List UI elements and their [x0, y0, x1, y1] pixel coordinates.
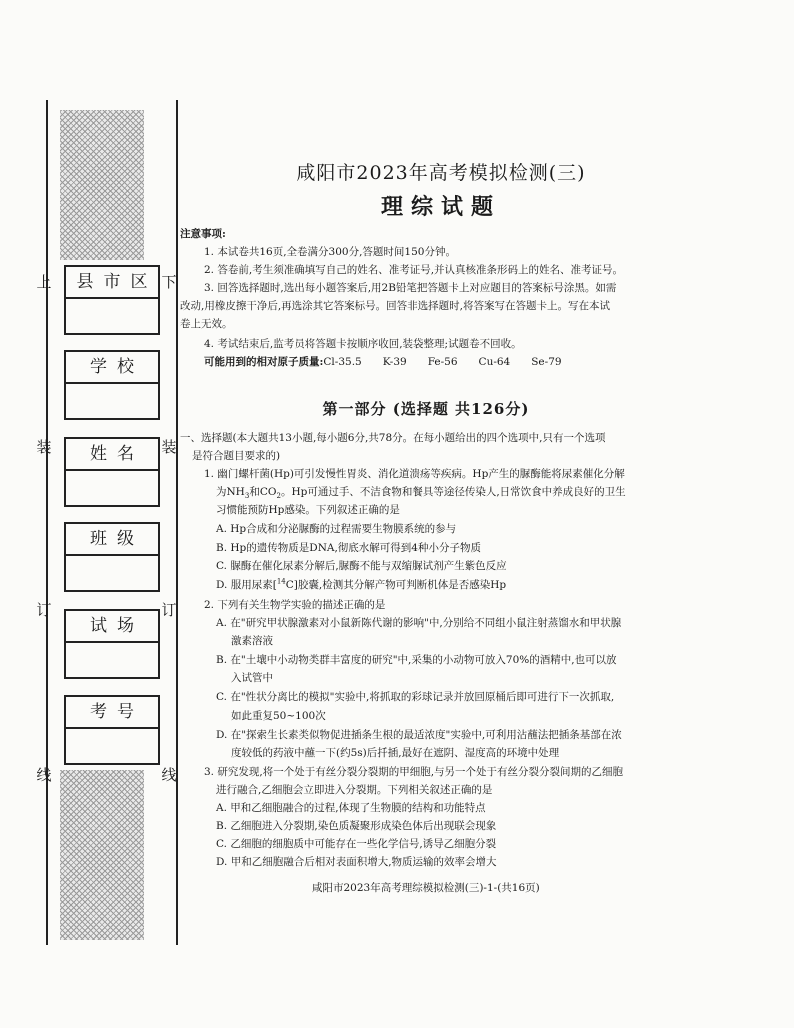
q1-stem-line-1: 1. 幽门螺杆菌(Hp)可引发慢性胃炎、消化道溃疡等疾病。Hp产生的脲酶能将尿素催化分解	[204, 468, 625, 480]
field-exam-room-input[interactable]	[66, 643, 158, 677]
q3-option-b: B. 乙细胞进入分裂期,染色质凝聚形成染色体后出现联会现象	[216, 820, 497, 832]
q1-option-d-pre: D. 服用尿素[	[216, 579, 277, 591]
atomic-mass-label: 可能用到的相对原子质量:	[204, 356, 324, 368]
field-exam-number-label: 考号	[66, 697, 158, 729]
side-char-ding-left: 订	[36, 601, 52, 619]
section-instructions-line-1: 一、选择题(本大题共13小题,每小题6分,共78分。在每小题给出的四个选项中,只有一个选项	[180, 432, 606, 444]
field-county-label: 县市区	[66, 267, 158, 299]
side-char-xia-right: 下	[161, 273, 177, 291]
field-county[interactable]	[64, 265, 160, 335]
field-class-label: 班级	[66, 524, 158, 556]
q1-option-c: C. 脲酶在催化尿素分解后,脲酶不能与双缩脲试剂产生紫色反应	[216, 560, 507, 572]
q1-nh3-text: 为NH	[216, 486, 245, 498]
side-char-zhuang-left: 装	[36, 438, 52, 456]
q1-co2-subscript: 2	[276, 492, 281, 501]
q1-option-b: B. Hp的遗传物质是DNA,彻底水解可得到4种小分子物质	[216, 542, 481, 554]
q3-option-d: D. 甲和乙细胞融合后相对表面积增大,物质运输的效率会增大	[216, 856, 497, 868]
side-char-zhuang-right: 装	[161, 438, 177, 456]
atomic-mass-values: Cl-35.5 K-39 Fe-56 Cu-64 Se-79	[323, 356, 562, 368]
q2-option-b-line-1: B. 在"土壤中小动物类群丰富度的研究"中,采集的小动物可放入70%的酒精中,也可以放	[216, 654, 617, 666]
q2-stem: 2. 下列有关生物学实验的描述正确的是	[204, 599, 386, 611]
field-name-input[interactable]	[66, 471, 158, 505]
field-exam-number[interactable]	[64, 695, 160, 765]
field-class-input[interactable]	[66, 556, 158, 590]
field-school-input[interactable]	[66, 384, 158, 418]
q1-option-d-superscript: 14	[276, 577, 286, 586]
part-one-title: 第一部分 (选择题 共126分)	[322, 400, 530, 418]
binding-line-right	[176, 100, 178, 945]
side-char-ding-right: 订	[161, 601, 177, 619]
q2-option-d-line-1: D. 在"探索生长素类似物促进插条生根的最适浓度"实验中,可利用沾蘸法把插条基部在浓	[216, 729, 622, 741]
side-char-shang-left: 上	[36, 273, 52, 291]
q1-option-a: A. Hp合成和分泌脲酶的过程需要生物膜系统的参与	[216, 523, 457, 535]
side-char-xian-right: 线	[161, 766, 177, 784]
q2-option-c-line-2: 如此重复50~100次	[231, 710, 326, 722]
field-exam-room[interactable]	[64, 609, 160, 679]
exam-subtitle: 理综试题	[380, 194, 501, 220]
q1-option-d	[216, 577, 506, 594]
field-exam-number-input[interactable]	[66, 729, 158, 763]
q2-option-d-line-2: 度较低的药液中蘸一下(约5s)后扦插,最好在遮阴、湿度高的环境中处理	[231, 747, 560, 759]
field-class[interactable]	[64, 522, 160, 592]
exam-title: 咸阳市2023年高考模拟检测(三)	[296, 162, 586, 184]
q1-stem-line-2	[216, 484, 626, 501]
notice-item-2: 2. 答卷前,考生须准确填写自己的姓名、准考证号,并认真核准条形码上的姓名、准考证号。	[204, 264, 624, 276]
q1-stem-line-2-rest: 。Hp可通过手、不洁食物和餐具等途径传染人,日常饮食中养成良好的卫生	[280, 486, 626, 498]
side-char-xian-left: 线	[36, 766, 52, 784]
q2-option-c-line-1: C. 在"性状分离比的模拟"实验中,将抓取的彩球记录并放回原桶后即可进行下一次抓取,	[216, 691, 615, 703]
notice-item-1: 1. 本试卷共16页,全卷满分300分,答题时间150分钟。	[204, 246, 456, 258]
security-pattern-bottom	[60, 770, 144, 940]
field-school-label: 学校	[66, 352, 158, 384]
notice-item-3-line-3: 卷上无效。	[180, 318, 233, 330]
q3-option-c: C. 乙细胞的细胞质中可能存在一些化学信号,诱导乙细胞分裂	[216, 838, 497, 850]
section-instructions-line-2: 是符合题目要求的)	[192, 450, 281, 462]
field-name[interactable]	[64, 437, 160, 507]
q3-option-a: A. 甲和乙细胞融合的过程,体现了生物膜的结构和功能特点	[216, 802, 486, 814]
binding-line-left	[46, 100, 48, 945]
q2-option-b-line-2: 入试管中	[231, 672, 273, 684]
notice-item-4: 4. 考试结束后,监考员将答题卡按顺序收回,装袋整理;试题卷不回收。	[204, 338, 522, 350]
q3-stem-line-1: 3. 研究发现,将一个处于有丝分裂分裂期的甲细胞,与另一个处于有丝分裂分裂间期的乙细胞	[204, 766, 624, 778]
q1-option-d-post: C]胶囊,检测其分解产物可判断机体是否感染Hp	[285, 579, 507, 591]
field-exam-room-label: 试场	[66, 611, 158, 643]
notice-item-3-line-2: 改动,用橡皮擦干净后,再选涂其它答案标号。回答非选择题时,将答案写在答题卡上。写在本试	[180, 300, 611, 312]
field-name-label: 姓名	[66, 439, 158, 471]
security-pattern-top	[60, 110, 144, 260]
notice-heading: 注意事项:	[180, 228, 226, 240]
q3-stem-line-2: 进行融合,乙细胞会立即进入分裂期。下列相关叙述正确的是	[216, 784, 493, 796]
q1-co2-text: 和CO	[249, 486, 277, 498]
field-school[interactable]	[64, 350, 160, 420]
q1-stem-line-3: 习惯能预防Hp感染。下列叙述正确的是	[216, 504, 400, 516]
atomic-mass-line	[204, 354, 562, 371]
field-county-input[interactable]	[66, 299, 158, 333]
notice-item-3-line-1: 3. 回答选择题时,选出每小题答案后,用2B铅笔把答题卡上对应题目的答案标号涂黑。如需	[204, 282, 617, 294]
q1-nh3-subscript: 3	[244, 492, 250, 501]
q2-option-a-line-1: A. 在"研究甲状腺激素对小鼠新陈代谢的影响"中,分别给不同组小鼠注射蒸馏水和甲状腺	[216, 617, 622, 629]
page-footer: 咸阳市2023年高考理综模拟检测(三)-1-(共16页)	[312, 882, 540, 894]
q2-option-a-line-2: 激素溶液	[231, 635, 273, 647]
